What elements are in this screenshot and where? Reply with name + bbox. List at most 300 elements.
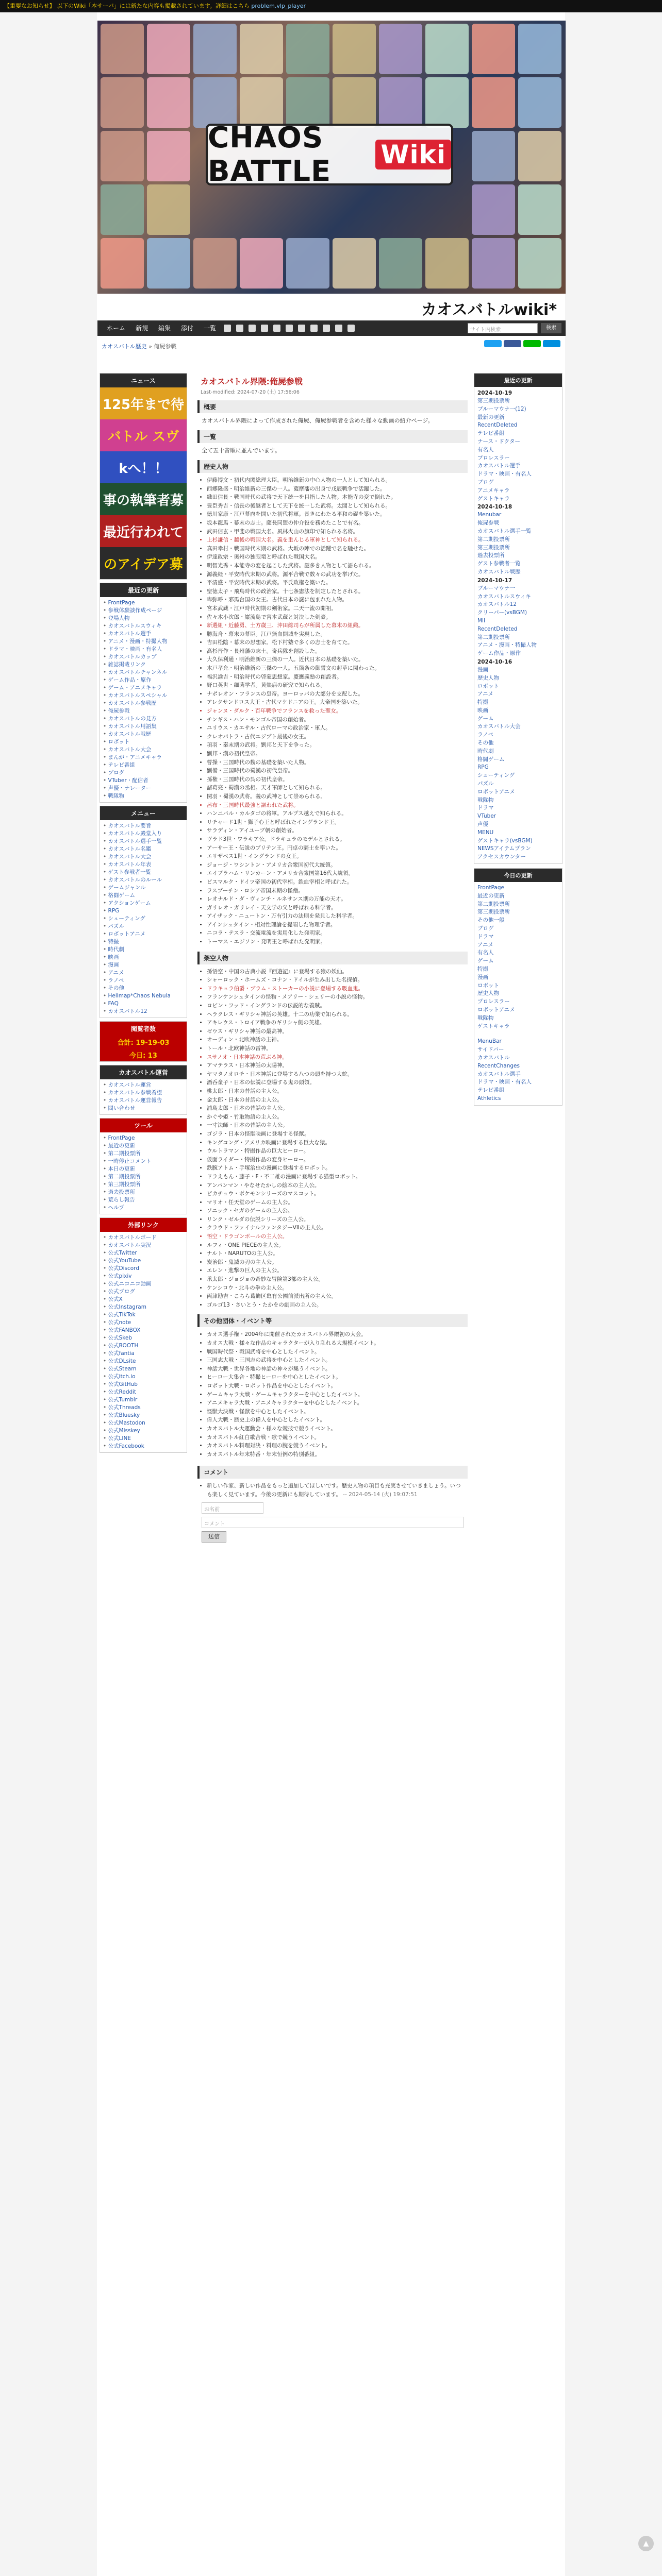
- comment-name-input[interactable]: お名前: [202, 1502, 263, 1514]
- external-link[interactable]: • 公式DLsite: [100, 1358, 187, 1365]
- recent-link[interactable]: • カオスバトルスウィキ: [100, 622, 187, 630]
- today-link[interactable]: ブログ: [477, 925, 494, 932]
- list-item: • アンパンマン・やなせたかしの絵本の主人公。: [207, 1181, 464, 1190]
- update-link[interactable]: カオスバトル選手一覧: [477, 528, 532, 534]
- support-link[interactable]: • カオスバトル運営報告: [100, 1097, 187, 1105]
- update-link[interactable]: MENU: [477, 829, 494, 836]
- external-link[interactable]: • 公式TikTok: [100, 1311, 187, 1319]
- today-link[interactable]: RecentChanges: [477, 1062, 520, 1069]
- list-item: • 伊藤博文・初代内閣総理大臣。明治維新の中心人物の一人として知られる。: [207, 476, 464, 485]
- update-link[interactable]: 過去投票所: [477, 552, 505, 559]
- list-item: • 勝海舟・幕末の幕臣。江戸無血開城を実現した。: [207, 630, 464, 639]
- section-history: 歴史人物: [197, 460, 468, 473]
- update-link[interactable]: ゲストキャラ(vsBGM): [477, 837, 533, 844]
- update-link[interactable]: ナース・ドクター: [477, 438, 521, 445]
- search-input[interactable]: サイト内検索: [468, 323, 538, 333]
- menu-link[interactable]: • Hellmap*Chaos Nebula: [100, 992, 187, 1000]
- menu-box: [100, 806, 187, 1018]
- menu-link[interactable]: • ゲスト参戦者一覧: [100, 869, 187, 876]
- list-item: • ユリウス・カエサル・古代ローマの政治家・軍人。: [207, 724, 464, 733]
- character-thumbnail: [472, 77, 515, 128]
- menu-link[interactable]: • カオスバトル12: [100, 1008, 187, 1015]
- recent-link[interactable]: • 参戦体験談作成ページ: [100, 607, 187, 615]
- top-announcement-bar: [0, 0, 662, 12]
- toolbar-icon[interactable]: [236, 325, 243, 332]
- today-link[interactable]: 第二期投票所: [477, 901, 510, 907]
- today-link[interactable]: ドラマ: [477, 933, 494, 940]
- update-link[interactable]: クリーパー(vsBGM): [477, 609, 527, 616]
- recent-link[interactable]: • カオスバトル用語集: [100, 723, 187, 731]
- external-link[interactable]: • 公式Tumblr: [100, 1396, 187, 1404]
- menu-link[interactable]: • 特撮: [100, 938, 187, 946]
- update-link[interactable]: アニメ・漫画・特撮人物: [477, 642, 537, 649]
- page-container: [96, 12, 566, 2576]
- update-date: 2024-10-17: [477, 577, 512, 584]
- update-link[interactable]: ゲスト参戦者一覧: [477, 561, 521, 567]
- list-item: • カオスバトル大運動会・様々な競技で競うイベント。: [207, 1425, 464, 1433]
- list-item: • 平清盛・平安時代末期の武将。平氏政権を築いた。: [207, 579, 464, 587]
- comment-submit-button[interactable]: 送信: [202, 1531, 226, 1543]
- stats-total: 合計: 19-19-03: [100, 1036, 187, 1048]
- list-item: • 三国志大戦・三国志の武将を中心としたイベント。: [207, 1356, 464, 1365]
- recent-link[interactable]: • ゲーム作品・原作: [100, 676, 187, 684]
- nav-item[interactable]: ホーム: [107, 325, 126, 332]
- recent-link[interactable]: • カオスバトルチャンネル: [100, 669, 187, 676]
- toolbar-icon[interactable]: [347, 325, 355, 332]
- recent-link[interactable]: • 雑誌掲載リンク: [100, 661, 187, 669]
- share-facebook-icon[interactable]: [504, 340, 521, 347]
- external-link[interactable]: • 公式Facebook: [100, 1443, 187, 1450]
- list-item: • ゴルゴ13・さいとう・たかをの劇画の主人公。: [207, 1301, 464, 1310]
- recent-link[interactable]: • ロボット: [100, 738, 187, 746]
- today-link[interactable]: プロレスラー: [477, 998, 510, 1005]
- update-link[interactable]: その他: [477, 740, 494, 747]
- update-link[interactable]: パズル: [477, 781, 494, 787]
- list-text: 全て五十音順に並んでいます。: [202, 447, 281, 454]
- update-link[interactable]: 特撮: [477, 699, 488, 706]
- list-item: • トーマス・エジソン・発明王と呼ばれた発明家。: [207, 938, 464, 946]
- toolbar-icon[interactable]: [273, 325, 280, 332]
- external-link[interactable]: • 公式GitHub: [100, 1381, 187, 1388]
- menu-link[interactable]: • ゲームジャンル: [100, 884, 187, 892]
- list-item: • 源義経・平安時代末期の武将。源平合戦で数々の武功を挙げた。: [207, 570, 464, 579]
- list-item: • 上杉謙信・越後の戦国大名。義を重んじる軍神として知られる。: [207, 536, 464, 545]
- nav-item[interactable]: 添付: [181, 325, 194, 332]
- tool-link[interactable]: • 第二期投票所: [100, 1150, 187, 1158]
- external-link[interactable]: • 公式Reddit: [100, 1388, 187, 1396]
- today-link[interactable]: 漫画: [477, 974, 488, 980]
- external-link[interactable]: • 公式fantia: [100, 1350, 187, 1358]
- today-link[interactable]: アニメ: [477, 941, 493, 948]
- character-thumbnail: [193, 238, 237, 289]
- external-link[interactable]: • 公式Instagram: [100, 1303, 187, 1311]
- recent-link[interactable]: • カオスバトルの見方: [100, 715, 187, 723]
- recent-link[interactable]: • 声優・ナレーター: [100, 785, 187, 792]
- external-link[interactable]: • 公式ブログ: [100, 1288, 187, 1296]
- external-links-title: 外部リンク: [100, 1218, 187, 1232]
- promo-banner[interactable]: バトル スヴ: [100, 419, 187, 451]
- tool-link[interactable]: • ヘルプ: [100, 1204, 187, 1212]
- menu-link[interactable]: • その他: [100, 985, 187, 992]
- update-link[interactable]: RecentDeleted: [477, 625, 518, 632]
- external-link[interactable]: • 公式note: [100, 1319, 187, 1327]
- recent-link[interactable]: • カオスバトルカップ: [100, 653, 187, 661]
- external-link[interactable]: • 公式ニコニコ動画: [100, 1280, 187, 1288]
- list-item: • カオス大戦・様々な作品のキャラクターが入り乱れる大規模イベント。: [207, 1339, 464, 1348]
- external-link[interactable]: • 公式X: [100, 1296, 187, 1303]
- recent-link[interactable]: • VTuber・配信者: [100, 777, 187, 785]
- list-item: • 卑弥呼・邪馬台国の女王。古代日本の謎に包まれた人物。: [207, 596, 464, 604]
- recent-link[interactable]: • アニメ・漫画・特撮人物: [100, 638, 187, 646]
- update-link[interactable]: ゲーム: [477, 715, 494, 722]
- external-link[interactable]: • 公式Discord: [100, 1265, 187, 1273]
- promo-banner[interactable]: のアイデア募: [100, 547, 187, 579]
- toolbar-icon[interactable]: [298, 325, 305, 332]
- external-link[interactable]: • 公式Misskey: [100, 1427, 187, 1435]
- list-item: • 坂本龍馬・幕末の志士。薩長同盟の仲介役を務めたことで有名。: [207, 519, 464, 528]
- breadcrumb-current: 俺屍参戦: [154, 343, 177, 350]
- update-link[interactable]: プロレスラー: [477, 454, 510, 461]
- update-link[interactable]: ゲストキャラ: [477, 495, 510, 502]
- menu-link[interactable]: • ロボットアニメ: [100, 930, 187, 938]
- section-comment: コメント: [197, 1466, 468, 1479]
- menu-link[interactable]: • カオスバトル大会: [100, 853, 187, 861]
- menu-link[interactable]: • 時代劇: [100, 946, 187, 954]
- announcement-highlight[interactable]: problem.vlp_player: [251, 3, 306, 9]
- today-link[interactable]: その他一般: [477, 917, 505, 924]
- search-button[interactable]: 検索: [541, 323, 561, 333]
- update-link[interactable]: RPG: [477, 764, 489, 771]
- today-link[interactable]: 特撮: [477, 966, 488, 972]
- recent-link[interactable]: • ドラマ・映画・有名人: [100, 646, 187, 653]
- character-thumbnail: [101, 238, 144, 289]
- list-item: • 明智光秀・本能寺の変を起こした武将。謎多き人物として語られる。: [207, 562, 464, 570]
- update-link[interactable]: 俺屍参戦: [477, 520, 499, 527]
- update-link[interactable]: ブルーマウナ一: [477, 585, 516, 591]
- tool-link[interactable]: • 過去投票所: [100, 1189, 187, 1196]
- list-item: • 孫権・三国時代の呉の初代皇帝。: [207, 775, 464, 784]
- update-link[interactable]: 最新の更新: [477, 414, 505, 420]
- update-link[interactable]: テレビ番組: [477, 430, 505, 437]
- nav-item[interactable]: 編集: [158, 325, 171, 332]
- today-link[interactable]: 第三期投票所: [477, 909, 510, 916]
- today-link[interactable]: ゲーム: [477, 958, 494, 964]
- external-link[interactable]: • カオスバトル実況: [100, 1242, 187, 1249]
- list-item: • 孫悟空・中国の古典小説『西遊記』に登場する猿の妖仙。: [207, 968, 464, 976]
- external-link[interactable]: • 公式Skeb: [100, 1334, 187, 1342]
- character-thumbnail: [472, 24, 515, 74]
- recent-link[interactable]: • ブログ: [100, 769, 187, 777]
- recent-link[interactable]: • テレビ番組: [100, 761, 187, 769]
- external-link[interactable]: • カオスバトルボード: [100, 1234, 187, 1242]
- update-link[interactable]: ラノベ: [477, 732, 493, 738]
- page-title: カオスバトル界隈:俺屍参戦: [201, 377, 303, 386]
- list-item: • ロボット大戦・ロボット作品を中心としたイベント。: [207, 1382, 464, 1391]
- list-item: • ウルトラマン・特撮作品の巨大ヒーロー。: [207, 1147, 464, 1156]
- menu-link[interactable]: • カオスバトル年表: [100, 861, 187, 869]
- recent-link[interactable]: • カオスバトル大会: [100, 746, 187, 754]
- external-link[interactable]: • 公式Bluesky: [100, 1412, 187, 1419]
- external-link[interactable]: • 公式Steam: [100, 1365, 187, 1373]
- left-sidebar: [100, 373, 187, 1456]
- update-link[interactable]: アニメキャラ: [477, 487, 510, 494]
- update-link[interactable]: Menubar: [477, 512, 502, 518]
- toolbar-icon[interactable]: [224, 325, 231, 332]
- update-link[interactable]: ドラマ: [477, 805, 494, 811]
- update-link[interactable]: 有名人: [477, 446, 494, 453]
- list-item: • 劉邦・漢の初代皇帝。: [207, 750, 464, 758]
- toolbar-icon[interactable]: [249, 325, 256, 332]
- external-link[interactable]: • 公式YouTube: [100, 1257, 187, 1265]
- list-item: • 曹操・三国時代の魏の基礎を築いた人物。: [207, 758, 464, 767]
- menu-link[interactable]: • パズル: [100, 923, 187, 930]
- external-link[interactable]: • 公式Threads: [100, 1404, 187, 1412]
- recent-link[interactable]: • カオスバトルスペシャル: [100, 692, 187, 700]
- list-item: • 新選組・近藤勇、土方歳三、沖田総司らが所属した幕末の組織。: [207, 621, 464, 630]
- list-item: • アキレウス・トロイア戦争のギリシャ側の英雄。: [207, 1019, 464, 1027]
- menu-link[interactable]: • 映画: [100, 954, 187, 961]
- menu-link[interactable]: • カオスバトル名鑑: [100, 845, 187, 853]
- character-thumbnail: [147, 24, 190, 74]
- tool-link[interactable]: • 第三期投票所: [100, 1181, 187, 1189]
- character-thumbnail: [333, 77, 376, 128]
- update-link[interactable]: 格闘ゲーム: [477, 756, 505, 762]
- today-link[interactable]: MenuBar: [477, 1038, 502, 1045]
- update-link[interactable]: 映画: [477, 707, 488, 714]
- nav-bar: [97, 320, 566, 336]
- today-link[interactable]: ドラマ・映画・有名人: [477, 1079, 532, 1086]
- external-link[interactable]: • 公式pixiv: [100, 1273, 187, 1280]
- list-item: • ゲームキャラ大戦・ゲームキャラクターを中心としたイベント。: [207, 1391, 464, 1399]
- comment-signature: -- 2024-05-14 (火) 19:07:51: [343, 1491, 418, 1498]
- list-item: • スサノオ・日本神話の荒ぶる神。: [207, 1053, 464, 1062]
- character-thumbnail: [240, 77, 283, 128]
- menu-link[interactable]: • カオスバトルのルール: [100, 876, 187, 884]
- update-link[interactable]: カオスバトル選手: [477, 463, 521, 469]
- site-logo[interactable]: [206, 121, 453, 188]
- promo-banner[interactable]: 最近行われて: [100, 515, 187, 547]
- toolbar-icon[interactable]: [335, 325, 342, 332]
- recent-link[interactable]: • 登場人物: [100, 615, 187, 622]
- tool-link[interactable]: • 最近の更新: [100, 1142, 187, 1150]
- support-link[interactable]: • カオスバトル参戦希望: [100, 1089, 187, 1097]
- support-link[interactable]: • カオスバトル運営: [100, 1081, 187, 1089]
- list-item: • サラディン・アイユーブ朝の創始者。: [207, 826, 464, 835]
- list-item: • 両津勘吉・こちら葛飾区亀有公園前派出所の主人公。: [207, 1292, 464, 1301]
- update-link[interactable]: ブログ: [477, 479, 494, 485]
- today-link[interactable]: FrontPage: [477, 885, 504, 891]
- update-link[interactable]: カオスバトル戦歴: [477, 568, 521, 575]
- external-link[interactable]: • 公式Twitter: [100, 1249, 187, 1257]
- breadcrumb-separator: »: [146, 343, 154, 350]
- list-item: • 仮面ライダー・特撮作品の変身ヒーロー。: [207, 1156, 464, 1164]
- tool-link[interactable]: • 荒らし報告: [100, 1196, 187, 1204]
- update-link[interactable]: シューティング: [477, 772, 515, 779]
- update-link[interactable]: ロボット: [477, 683, 499, 689]
- stats-box: [100, 1021, 187, 1062]
- update-link[interactable]: アクセスカウンター: [477, 854, 526, 860]
- update-link[interactable]: Mii: [477, 617, 485, 624]
- list-item: • レオナルド・ダ・ヴィンチ・ルネサンス期の万能の天才。: [207, 895, 464, 904]
- share-hatena-icon[interactable]: [543, 340, 560, 347]
- update-link[interactable]: 歴史人物: [477, 674, 499, 681]
- character-thumbnail: [240, 24, 283, 74]
- update-link[interactable]: カオスバトルスウィキ: [477, 593, 531, 600]
- menu-link[interactable]: • FAQ: [100, 1000, 187, 1008]
- today-link[interactable]: 有名人: [477, 950, 494, 956]
- promo-banner[interactable]: 事の執筆者募: [100, 483, 187, 515]
- recent-link[interactable]: • まんが・アニメキャラ: [100, 754, 187, 761]
- today-link[interactable]: ゲストキャラ: [477, 1023, 510, 1029]
- announcement-text: 【重要なお知らせ】 以下のWiki「本サーバ」には新たな内容も掲載されています。詳細はこちら: [4, 3, 250, 9]
- list-item: • 金太郎・日本の昔話の主人公。: [207, 1096, 464, 1105]
- update-link[interactable]: 時代劇: [477, 748, 494, 754]
- update-link[interactable]: ブルーマウナ一(12): [477, 405, 526, 412]
- update-link[interactable]: 第三期投票所: [477, 398, 510, 404]
- list-item: • 豊臣秀吉・信長の後継者として天下を統一した武将。太閤として知られる。: [207, 502, 464, 511]
- today-link[interactable]: カオスバトル: [477, 1054, 510, 1061]
- list-item: • 大久保利通・明治維新の三傑の一人。近代日本の基礎を築いた。: [207, 655, 464, 664]
- update-link[interactable]: 声優: [477, 821, 488, 828]
- site-title[interactable]: カオスバトルwiki*: [421, 301, 557, 319]
- external-link[interactable]: • 公式BOOTH: [100, 1342, 187, 1350]
- comment-body-input[interactable]: コメント: [202, 1517, 464, 1528]
- menu-link[interactable]: • アニメ: [100, 969, 187, 977]
- character-thumbnail: [101, 24, 144, 74]
- list-item: • 武田信玄・甲斐の戦国大名。風林火山の旗印で知られる名将。: [207, 528, 464, 536]
- menu-link[interactable]: • RPG: [100, 907, 187, 915]
- support-link[interactable]: • 問い合わせ: [100, 1105, 187, 1112]
- today-link[interactable]: 最近の更新: [477, 892, 505, 899]
- list-item: • 浦島太郎・日本の昔話の主人公。: [207, 1104, 464, 1113]
- stats-today: 今日: 13: [100, 1048, 187, 1061]
- update-link[interactable]: カオスバトル大会: [477, 723, 521, 730]
- update-link[interactable]: アニメ: [477, 691, 493, 698]
- list-item: • フランケンシュタインの怪物・メアリー・シェリーの小説の怪物。: [207, 993, 464, 1002]
- nav-item[interactable]: 新規: [136, 325, 148, 332]
- list-item: • 呂布・三国時代最強と謳われた武将。: [207, 801, 464, 810]
- today-link[interactable]: サイドバー: [477, 1046, 504, 1053]
- list-item: • 西郷隆盛・明治維新の三傑の一人。薩摩藩の出身で戊辰戦争で活躍した。: [207, 485, 464, 494]
- tool-link[interactable]: • 本日の更新: [100, 1165, 187, 1173]
- nav-item[interactable]: 一覧: [204, 325, 217, 332]
- breadcrumb-home[interactable]: カオスバトル歴史: [102, 343, 147, 350]
- toolbar-icon[interactable]: [323, 325, 330, 332]
- recent-link[interactable]: • カオスバトル戦歴: [100, 731, 187, 738]
- list-item: • 承太郎・ジョジョの奇妙な冒険第3部の主人公。: [207, 1275, 464, 1284]
- section-overview: 概要: [197, 400, 468, 413]
- tool-link[interactable]: • FrontPage: [100, 1134, 187, 1142]
- share-x-icon[interactable]: [484, 340, 502, 347]
- update-link[interactable]: 第三期投票所: [477, 544, 510, 551]
- today-link[interactable]: 戦隊物: [477, 1014, 494, 1021]
- recent-link[interactable]: • カオスバトル選手: [100, 630, 187, 638]
- list-item: • カオスバトル料理対決・料理の腕を競うイベント。: [207, 1442, 464, 1450]
- recent-link[interactable]: • ゲーム・アニメキャラ: [100, 684, 187, 692]
- tool-link[interactable]: • 一時停止コメント: [100, 1158, 187, 1165]
- menu-link[interactable]: • アクションゲーム: [100, 900, 187, 907]
- recent-link[interactable]: • カオスバトル参戦歴: [100, 700, 187, 707]
- list-item: • 怪獣大決戦・怪獣を中心としたイベント。: [207, 1408, 464, 1416]
- list-item: • ガリレオ・ガリレイ・天文学の父と呼ばれる科学者。: [207, 904, 464, 912]
- update-link[interactable]: 第二期投票所: [477, 634, 510, 640]
- toolbar-icon[interactable]: [261, 325, 268, 332]
- update-link[interactable]: 漫画: [477, 666, 488, 673]
- today-link[interactable]: ロボットアニメ: [477, 1006, 515, 1013]
- share-buttons: [484, 340, 560, 347]
- character-thumbnail: [193, 24, 237, 74]
- list-item: • ナルト・NARUTOの主人公。: [207, 1249, 464, 1258]
- today-link[interactable]: テレビ番組: [477, 1087, 505, 1094]
- update-link[interactable]: RecentDeleted: [477, 422, 518, 429]
- list-item: • 木戸孝允・明治維新の三傑の一人。五箇条の御誓文の起草に関わった。: [207, 664, 464, 673]
- update-link[interactable]: ゲーム作品・原作: [477, 650, 521, 657]
- scroll-to-top-button[interactable]: ▲: [638, 2536, 654, 2551]
- list-item: • 宮本武蔵・江戸時代初期の剣術家。二天一流の開祖。: [207, 604, 464, 613]
- external-link[interactable]: • 公式Mastodon: [100, 1419, 187, 1427]
- update-link[interactable]: NEWSアイテムプラン: [477, 845, 531, 852]
- menu-link[interactable]: • ラノベ: [100, 977, 187, 985]
- overview-text: カオスバトル界隈によって作成された俺屍、俺屍参戦者を含めた様々な動画の紹介ページ。: [202, 417, 434, 424]
- character-thumbnail: [518, 184, 561, 235]
- today-link[interactable]: ロボット: [477, 982, 499, 989]
- update-link[interactable]: 第二期投票所: [477, 536, 510, 543]
- promo-banner[interactable]: kへ！！: [100, 451, 187, 483]
- update-link[interactable]: ロボットアニメ: [477, 788, 515, 795]
- update-date: 2024-10-19: [477, 390, 512, 396]
- character-thumbnail: [425, 238, 469, 289]
- menu-link[interactable]: • 漫画: [100, 961, 187, 969]
- section-others: その他団体・イベント等: [197, 1314, 468, 1327]
- external-link[interactable]: • 公式FANBOX: [100, 1327, 187, 1334]
- list-item: • チンギス・ハン・モンゴル帝国の創始者。: [207, 716, 464, 724]
- menu-link[interactable]: • カオスバトル選手一覧: [100, 838, 187, 845]
- character-thumbnail: [101, 77, 144, 128]
- external-link[interactable]: • 公式LINE: [100, 1435, 187, 1443]
- section-fiction: 架空人物: [197, 952, 468, 964]
- today-link[interactable]: 歴史人物: [477, 990, 499, 997]
- promo-banner[interactable]: 125年まで待: [100, 387, 187, 419]
- toolbar-icon[interactable]: [310, 325, 318, 332]
- logo-main-text: CHAOS BATTLE: [208, 121, 332, 188]
- recent-link[interactable]: • FrontPage: [100, 599, 187, 607]
- recent-link[interactable]: • 戦隊物: [100, 792, 187, 800]
- list-item: • 真田幸村・戦国時代末期の武将。大坂の陣での活躍で名を馳せた。: [207, 545, 464, 553]
- character-thumbnail: [518, 131, 561, 181]
- update-link[interactable]: カオスバトル12: [477, 601, 517, 608]
- external-link[interactable]: • 公式itch.io: [100, 1373, 187, 1381]
- list-item: • ジョージ・ワシントン・アメリカ合衆国初代大統領。: [207, 861, 464, 870]
- today-link[interactable]: Athletics: [477, 1095, 501, 1101]
- menu-link[interactable]: • カオスバトル要旨: [100, 822, 187, 830]
- update-link[interactable]: VTuber: [477, 813, 496, 820]
- character-thumbnail: [333, 238, 376, 289]
- update-link[interactable]: ドラマ・映画・有名人: [477, 471, 532, 478]
- update-link[interactable]: 戦隊物: [477, 796, 494, 803]
- today-link[interactable]: カオスバトル選手: [477, 1071, 521, 1077]
- toolbar-icon[interactable]: [286, 325, 293, 332]
- menu-link[interactable]: • 格闘ゲーム: [100, 892, 187, 900]
- menu-link[interactable]: • シューティング: [100, 915, 187, 923]
- menu-link[interactable]: • カオスバトル殿堂入り: [100, 830, 187, 838]
- share-line-icon[interactable]: [523, 340, 541, 347]
- recent-link[interactable]: • 俺屍参戦: [100, 707, 187, 715]
- list-item: • ナポレオン・フランスの皇帝。ヨーロッパの大部分を支配した。: [207, 690, 464, 699]
- character-thumbnail: [518, 77, 561, 128]
- list-item: • ケンシロウ・北斗の拳の主人公。: [207, 1284, 464, 1293]
- list-item: • アレクサンドロス大王・古代マケドニアの王。大帝国を築いた。: [207, 698, 464, 707]
- tool-link[interactable]: • 第二期投票所: [100, 1173, 187, 1181]
